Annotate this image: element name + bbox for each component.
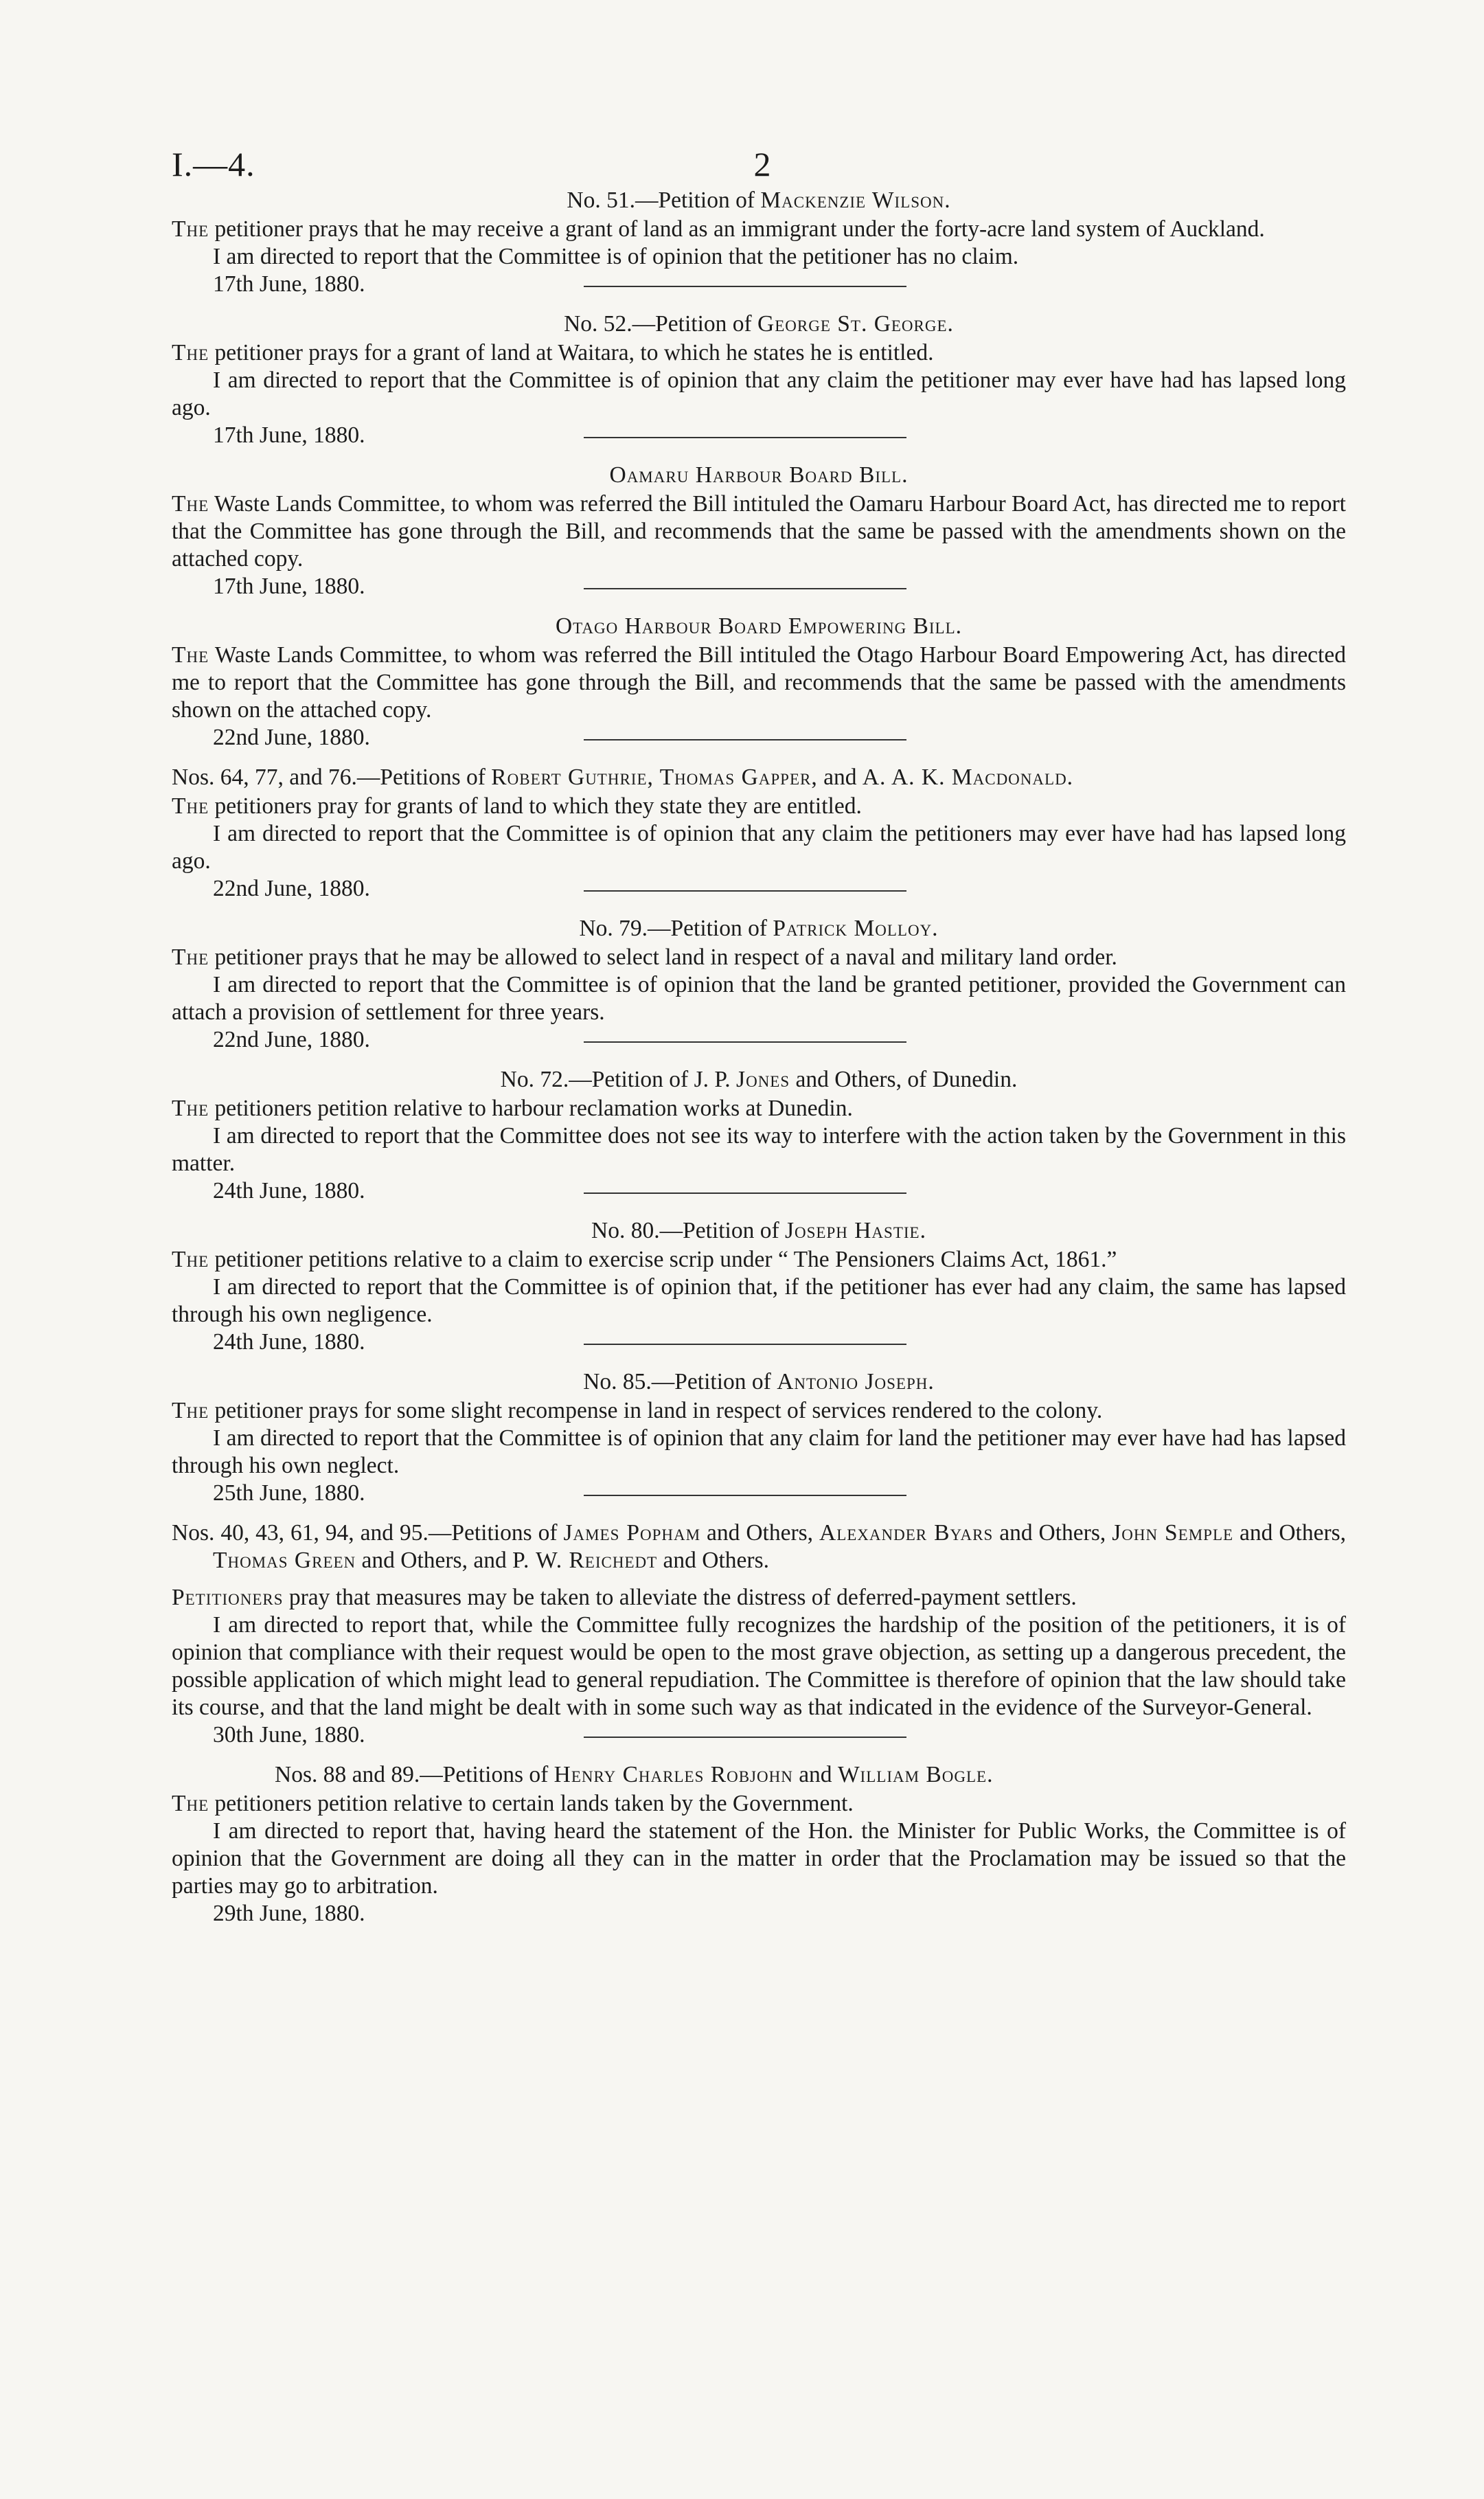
section-title: Oamaru Harbour Board Bill. <box>609 462 909 488</box>
petition-72 <box>172 1066 1346 1205</box>
section-title: Nos. 64, 77, and 76.—Petitions of Robert Guthrie, Thomas Gapper, and A. A. K. Macdonald. <box>172 765 1074 790</box>
page-header <box>172 144 1353 185</box>
report-date: 22nd June, 1880. <box>172 724 1346 751</box>
petition-summary: The petitioner prays for some slight recompense in land in respect of services rendered to the colony. <box>172 1398 1103 1423</box>
report-date: 24th June, 1880. <box>172 1177 1346 1205</box>
oamaru-harbour-bill <box>172 462 1346 600</box>
otago-harbour-bill <box>172 613 1346 751</box>
report-date: 17th June, 1880. <box>172 271 1346 298</box>
petition-summary: Petitioners pray that measures may be taken to alleviate the distress of deferred-payment settlers. <box>172 1585 1077 1610</box>
petition-summary: The petitioner petitions relative to a claim to exercise scrip under “ The Pensioners Claims Act, 1861.” <box>172 1247 1117 1272</box>
committee-report: I am directed to report that, while the Committee fully recognizes the hardship of the position of the petitioners, it is of opinion that compliance with their request would be open to the most grave objection, as setting up a dangerous precedent, the possible application of which might lead to general repudiation. The Committee is therefore of opinion that the law should take its course, and that the land might be dealt with in some such way as that indicated in the evidence of the Surveyor-General. <box>172 1612 1346 1720</box>
page-number: 2 <box>753 145 771 183</box>
section-title: Otago Harbour Board Empowering Bill. <box>555 613 963 639</box>
committee-report: I am directed to report that the Committee is of opinion that the land be granted petitioner, provided the Government can attach a provision of settlement for three years. <box>172 972 1346 1025</box>
petition-52 <box>172 310 1346 449</box>
section-title: No. 79.—Petition of Patrick Molloy. <box>579 916 939 941</box>
paper-reference: I.—4. <box>172 145 255 183</box>
petition-79 <box>172 915 1346 1054</box>
section-title: No. 85.—Petition of Antonio Joseph. <box>583 1369 935 1394</box>
section-title: Nos. 40, 43, 61, 94, and 95.—Petitions of James Popham and Others, Alexander Byars and Others, John Semple and Others, Thomas Green and Others, and P. W. Reichedt and Others. <box>172 1520 1347 1573</box>
committee-report: I am directed to report that, having heard the statement of the Hon. the Minister for Public Works, the Committee is of opinion that the Government are doing all they can in the matter in order that the Proclamation may be issued so that the parties may go to arbitration. <box>172 1818 1346 1899</box>
petition-85 <box>172 1368 1346 1507</box>
section-title: No. 51.—Petition of Mackenzie Wilson. <box>567 188 951 213</box>
committee-report: I am directed to report that the Committee is of opinion that any claim for land the petitioner may ever have had has lapsed through his own neglect. <box>172 1425 1346 1478</box>
petition-summary: The petitioner prays that he may receive a grant of land as an immigrant under the forty-acre land system of Auckland. <box>172 216 1265 242</box>
committee-report: I am directed to report that the Committee is of opinion that the petitioner has no claim. <box>213 244 1019 269</box>
petitions-40-43-61-94-95 <box>172 1519 1346 1749</box>
report-date: 17th June, 1880. <box>172 422 1346 449</box>
report-date: 17th June, 1880. <box>172 573 1346 600</box>
committee-report: The Waste Lands Committee, to whom was referred the Bill intituled the Otago Harbour Board Empowering Act, has directed me to report that the Committee has gone through the Bill, and recommends that the same be passed with the amendments shown on the attached copy. <box>172 642 1346 723</box>
petition-51 <box>172 187 1346 298</box>
committee-report: I am directed to report that the Committee is of opinion that, if the petitioner has ever had any claim, the same has lapsed through his own negligence. <box>172 1274 1346 1327</box>
committee-report: I am directed to report that the Committee does not see its way to interfere with the action taken by the Government in this matter. <box>172 1123 1346 1176</box>
section-title: Nos. 88 and 89.—Petitions of Henry Charles Robjohn and William Bogle. <box>275 1762 994 1787</box>
section-title: No. 52.—Petition of George St. George. <box>564 311 954 337</box>
report-content <box>172 187 1346 1927</box>
petitions-64-77-76 <box>172 764 1346 903</box>
section-title: No. 72.—Petition of J. P. Jones and Others, of Dunedin. <box>500 1067 1018 1092</box>
section-title: No. 80.—Petition of Joseph Hastie. <box>591 1218 926 1243</box>
report-date: 22nd June, 1880. <box>172 875 1346 903</box>
petition-summary: The petitioners petition relative to certain lands taken by the Government. <box>172 1791 854 1816</box>
committee-report: I am directed to report that the Committee is of opinion that any claim the petitioners may ever have had has lapsed long ago. <box>172 821 1346 874</box>
petition-summary: The petitioners petition relative to harbour reclamation works at Dunedin. <box>172 1096 853 1121</box>
report-date: 29th June, 1880. <box>213 1901 365 1926</box>
petition-80 <box>172 1217 1346 1356</box>
committee-report: I am directed to report that the Committee is of opinion that any claim the petitioner may ever have had has lapsed long ago. <box>172 368 1346 420</box>
report-date: 22nd June, 1880. <box>172 1026 1346 1054</box>
report-date: 24th June, 1880. <box>172 1328 1346 1356</box>
report-date: 25th June, 1880. <box>172 1480 1346 1507</box>
petitions-88-89 <box>172 1761 1346 1927</box>
petition-summary: The petitioners pray for grants of land to which they state they are entitled. <box>172 793 862 819</box>
petition-summary: The petitioner prays that he may be allowed to select land in respect of a naval and military land order. <box>172 945 1117 970</box>
committee-report: The Waste Lands Committee, to whom was referred the Bill intituled the Oamaru Harbour Board Act, has directed me to report that the Committee has gone through the Bill, and recommends that the same be passed with the amendments shown on the attached copy. <box>172 491 1346 572</box>
report-date: 30th June, 1880. <box>172 1721 1346 1749</box>
petition-summary: The petitioner prays for a grant of land at Waitara, to which he states he is entitled. <box>172 340 934 365</box>
